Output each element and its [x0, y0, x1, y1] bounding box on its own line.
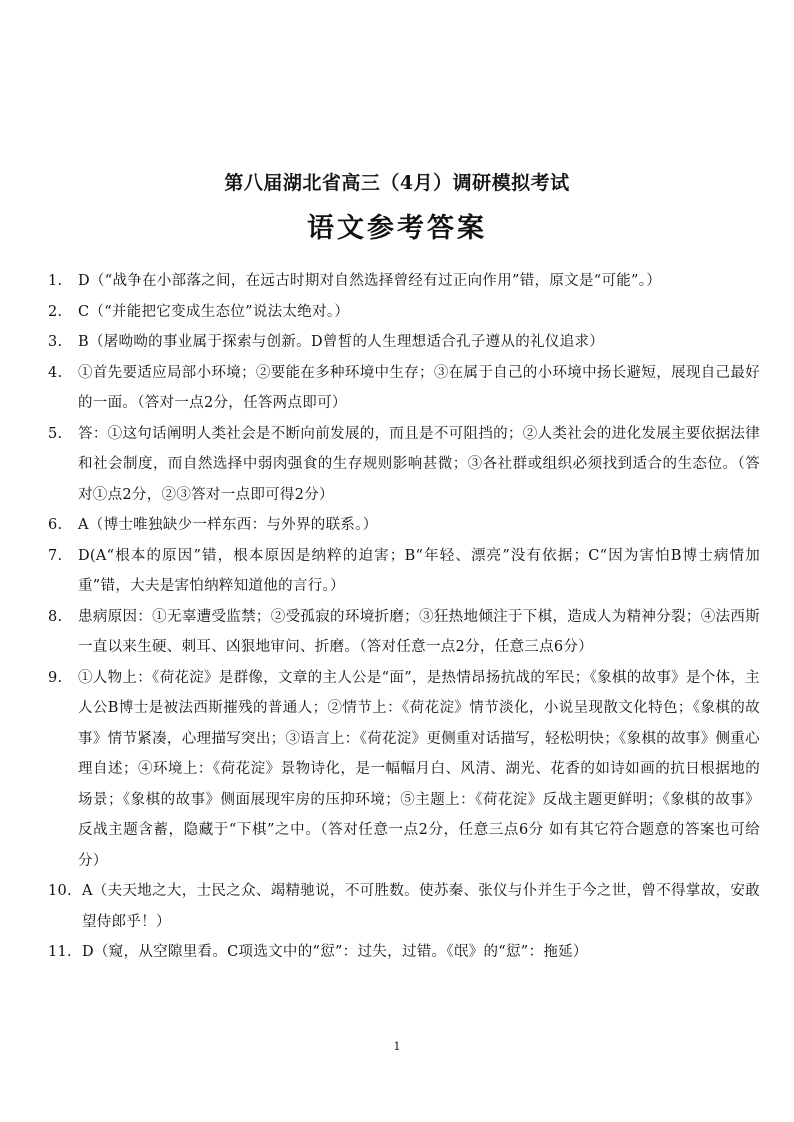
- answer-text: D（“战争在小部落之间，在远古时期对自然选择曾经有过正向作用”错，原文是“可能”。）: [78, 273, 662, 289]
- answer-text: ①人物上：《荷花淀》是群像，文章的主人公是“面”，是热情昂扬抗战的军民；《象棋的故事》是个体，主人公B博士是被法西斯摧残的普通人；②情节上：《荷花淀》情节淡化，小说呈现散文化特色；《象棋的故事》情节紧凑，心理描写突出；③语言上：《荷花淀》更侧重对话描写，轻松明快；《象棋的故事》侧重心理自述；④环境上：《荷花淀》景物诗化，是一幅幅月白、风清、湖光、花香的如诗如画的抗日根据地的场景；《象棋的故事》侧面展现牢房的压抑环境；⑤主题上：《荷花淀》反战主题更鲜明；《象棋的故事》反战主题含蓄，隐藏于“下棋”之中。（答对任意一点2分，任意三点6分 如有其它符合题意的答案也可给分）: [78, 669, 760, 869]
- answer-text: 患病原因：①无辜遭受监禁；②受孤寂的环境折磨；③狂热地倾注于下棋，造成人为精神分裂；④法西斯一直以来生硬、刺耳、凶狠地审问、折磨。（答对任意一点2分，任意三点6分）: [78, 608, 760, 655]
- answer-text: A（博士唯独缺少一样东西：与外界的联系。）: [78, 517, 378, 533]
- answer-item-3: [48, 327, 760, 358]
- answer-item-6: [48, 510, 760, 541]
- answer-list: [48, 266, 760, 968]
- answer-number: 5.: [48, 425, 63, 442]
- answer-text: ①首先要适应局部小环境；②要能在多种环境中生存；③在属于自己的小环境中扬长避短，展现自己最好的一面。（答对一点2分，任答两点即可）: [78, 364, 760, 411]
- answer-number: 3.: [48, 334, 63, 350]
- answer-number: 2.: [48, 303, 63, 320]
- answer-item-2: [48, 297, 760, 328]
- answer-item-5: [48, 419, 760, 511]
- answer-item-10: [48, 876, 760, 937]
- answer-item-11: [48, 937, 760, 968]
- answer-text: A（夫天地之大，士民之众、竭精驰说，不可胜数。使苏秦、张仪与仆并生于今之世，曾不得掌故，安敢望侍郎乎！）: [82, 883, 760, 930]
- answer-text: D(A“根本的原因”错，根本原因是纳粹的迫害；B“年轻、漂亮”没有依据；C“因为害怕B博士病情加重”错，大夫是害怕纳粹知道他的言行。）: [78, 547, 760, 594]
- answer-number: 7.: [48, 547, 63, 564]
- answer-item-4: [48, 358, 760, 419]
- answer-number: 10.: [48, 883, 72, 899]
- answer-item-7: [48, 541, 760, 602]
- answer-item-1: [48, 266, 760, 297]
- answer-text: 答：①这句话阐明人类社会是不断向前发展的，而且是不可阻挡的；②人类社会的进化发展主要依据法律和社会制度，而自然选择中弱肉强食的生存规则影响甚微；③各社群或组织必须找到适合的生态位。（答对①点2分，②③答对一点即可得2分）: [78, 425, 760, 503]
- answer-item-8: [48, 602, 760, 663]
- document-subtitle: 语文参考答案: [307, 213, 487, 244]
- answer-number: 11.: [48, 944, 72, 960]
- answer-text: C（“并能把它变成生态位”说法太绝对。）: [78, 303, 350, 320]
- answer-number: 8.: [48, 608, 63, 625]
- answer-number: 6.: [48, 517, 63, 533]
- answer-text: D（窥，从空隙里看。C项选文中的“愆”：过失，过错。《氓》的“愆”：拖延）: [82, 944, 588, 960]
- answer-number: 9.: [48, 669, 63, 686]
- exam-title: 第八届湖北省高三（4月）调研模拟考试: [224, 172, 570, 194]
- answer-number: 1.: [48, 273, 63, 289]
- answer-item-9: [48, 663, 760, 877]
- page-number: 1: [393, 1040, 401, 1053]
- answer-number: 4.: [48, 364, 63, 381]
- answer-text: B（屠呦呦的事业属于探索与创新。D曾皙的人生理想适合孔子遵从的礼仪追求）: [78, 334, 605, 350]
